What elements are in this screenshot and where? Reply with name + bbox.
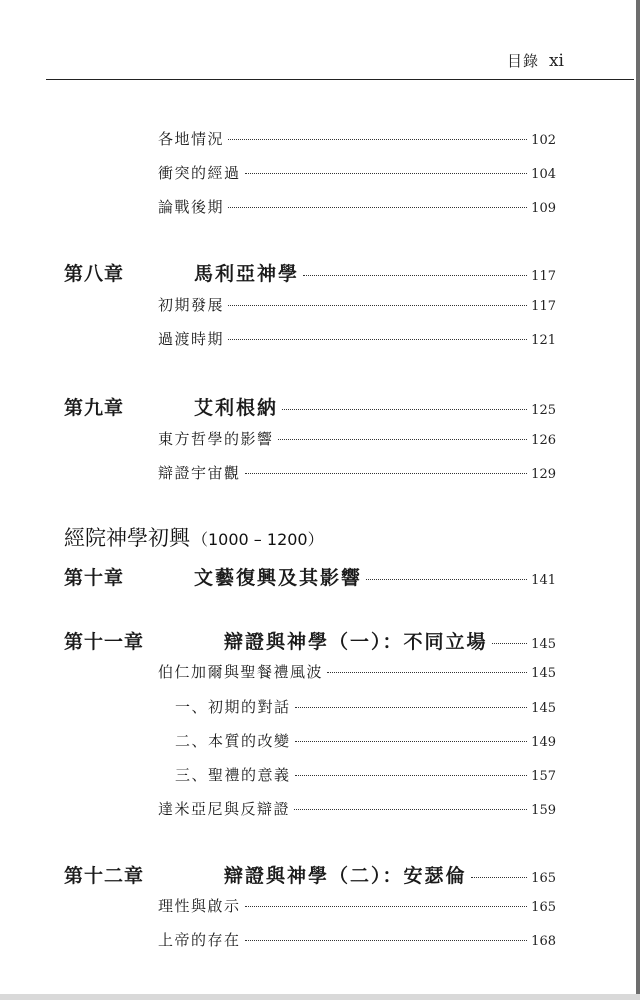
toc-entry-page: 102	[531, 133, 556, 148]
toc-subentry-page: 149	[531, 735, 556, 750]
toc-entry-page: 121	[531, 333, 556, 348]
dot-leader	[366, 579, 527, 580]
dot-leader	[295, 707, 528, 708]
toc-entry[interactable]	[158, 929, 556, 957]
page-edge-shadow	[636, 0, 640, 1000]
dot-leader	[228, 139, 527, 140]
toc-entry-title: 伯仁加爾與聖餐禮風波	[158, 663, 324, 681]
header-rule	[46, 79, 634, 80]
chapter-page: 141	[531, 573, 556, 588]
dot-leader	[228, 305, 527, 306]
toc-subentry-title: 三、聖禮的意義	[175, 766, 291, 784]
toc-entry[interactable]	[158, 798, 556, 826]
toc-entry[interactable]	[158, 661, 556, 689]
dot-leader	[245, 906, 528, 907]
chapter-number: 第十章	[64, 567, 125, 589]
dot-leader	[228, 207, 527, 208]
dot-leader	[471, 877, 528, 878]
part-heading	[64, 522, 324, 552]
chapter-number: 第十二章	[64, 865, 145, 887]
toc-entry[interactable]	[158, 428, 556, 456]
toc-entry-title: 東方哲學的影響	[158, 430, 274, 448]
toc-entry[interactable]	[158, 128, 556, 156]
dot-leader	[295, 741, 528, 742]
dot-leader	[245, 940, 528, 941]
toc-entry-title: 初期發展	[158, 296, 225, 314]
toc-entry-page: 126	[531, 433, 556, 448]
chapter-title: 馬利亞神學	[194, 263, 300, 285]
toc-entry-page: 165	[531, 900, 556, 915]
part-date-range: （1000 – 1200）	[192, 530, 324, 549]
toc-entry-page: 117	[531, 299, 556, 314]
chapter-title: 文藝復興及其影響	[194, 567, 363, 589]
toc-entry-title: 論戰後期	[158, 198, 225, 216]
dot-leader	[295, 775, 528, 776]
toc-entry-page: 145	[531, 666, 556, 681]
toc-entry-page: 109	[531, 201, 556, 216]
toc-entry[interactable]	[158, 162, 556, 190]
toc-entry-title: 理性與啟示	[158, 897, 241, 915]
toc-entry-title: 辯證宇宙觀	[158, 464, 241, 482]
header-page-number: xi	[548, 51, 564, 71]
toc-subentry-page: 145	[531, 701, 556, 716]
toc-entry[interactable]	[158, 895, 556, 923]
toc-entry[interactable]	[158, 462, 556, 490]
dot-leader	[228, 339, 527, 340]
chapter-number: 第十一章	[64, 631, 145, 653]
toc-chapter-9[interactable]	[64, 393, 556, 421]
toc-subentry[interactable]	[175, 730, 556, 758]
dot-leader	[327, 672, 527, 673]
toc-entry-page: 168	[531, 934, 556, 949]
toc-entry-page: 159	[531, 803, 556, 818]
toc-chapter-10[interactable]	[64, 563, 556, 591]
toc-entry-page: 129	[531, 467, 556, 482]
toc-entry[interactable]	[158, 294, 556, 322]
toc-chapter-8[interactable]	[64, 259, 556, 287]
dot-leader	[282, 409, 527, 410]
toc-subentry-title: 一、初期的對話	[175, 698, 291, 716]
chapter-number: 第八章	[64, 263, 125, 285]
toc-entry-title: 上帝的存在	[158, 931, 241, 949]
dot-leader	[245, 173, 528, 174]
toc-entry-title: 衝突的經過	[158, 164, 241, 182]
dot-leader	[303, 275, 527, 276]
dot-leader	[492, 643, 528, 644]
toc-chapter-11[interactable]	[64, 627, 556, 655]
chapter-number: 第九章	[64, 397, 125, 419]
toc-subentry[interactable]	[175, 764, 556, 792]
part-title: 經院神學初興	[64, 526, 190, 550]
dot-leader	[294, 809, 527, 810]
running-header	[507, 50, 564, 71]
toc-subentry-title: 二、本質的改變	[175, 732, 291, 750]
toc-entry-title: 過渡時期	[158, 330, 225, 348]
chapter-page: 125	[531, 403, 556, 418]
header-title: 目錄	[506, 52, 539, 70]
dot-leader	[245, 473, 528, 474]
dot-leader	[278, 439, 528, 440]
toc-chapter-12[interactable]	[64, 861, 556, 889]
toc-entry-title: 達米亞尼與反辯證	[158, 800, 291, 818]
toc-entry[interactable]	[158, 196, 556, 224]
toc-entry[interactable]	[158, 328, 556, 356]
page-bottom-edge	[0, 994, 640, 1000]
chapter-title: 辯證與神學（二）：安瑟倫	[224, 865, 467, 887]
toc-entry-title: 各地情況	[158, 130, 225, 148]
toc-subentry[interactable]	[175, 696, 556, 724]
chapter-title: 辯證與神學（一）：不同立場	[224, 631, 488, 653]
chapter-page: 145	[531, 637, 556, 652]
chapter-title: 艾利根納	[194, 397, 279, 419]
toc-subentry-page: 157	[531, 769, 556, 784]
chapter-page: 117	[531, 269, 556, 284]
toc-entry-page: 104	[531, 167, 556, 182]
chapter-page: 165	[531, 871, 556, 886]
